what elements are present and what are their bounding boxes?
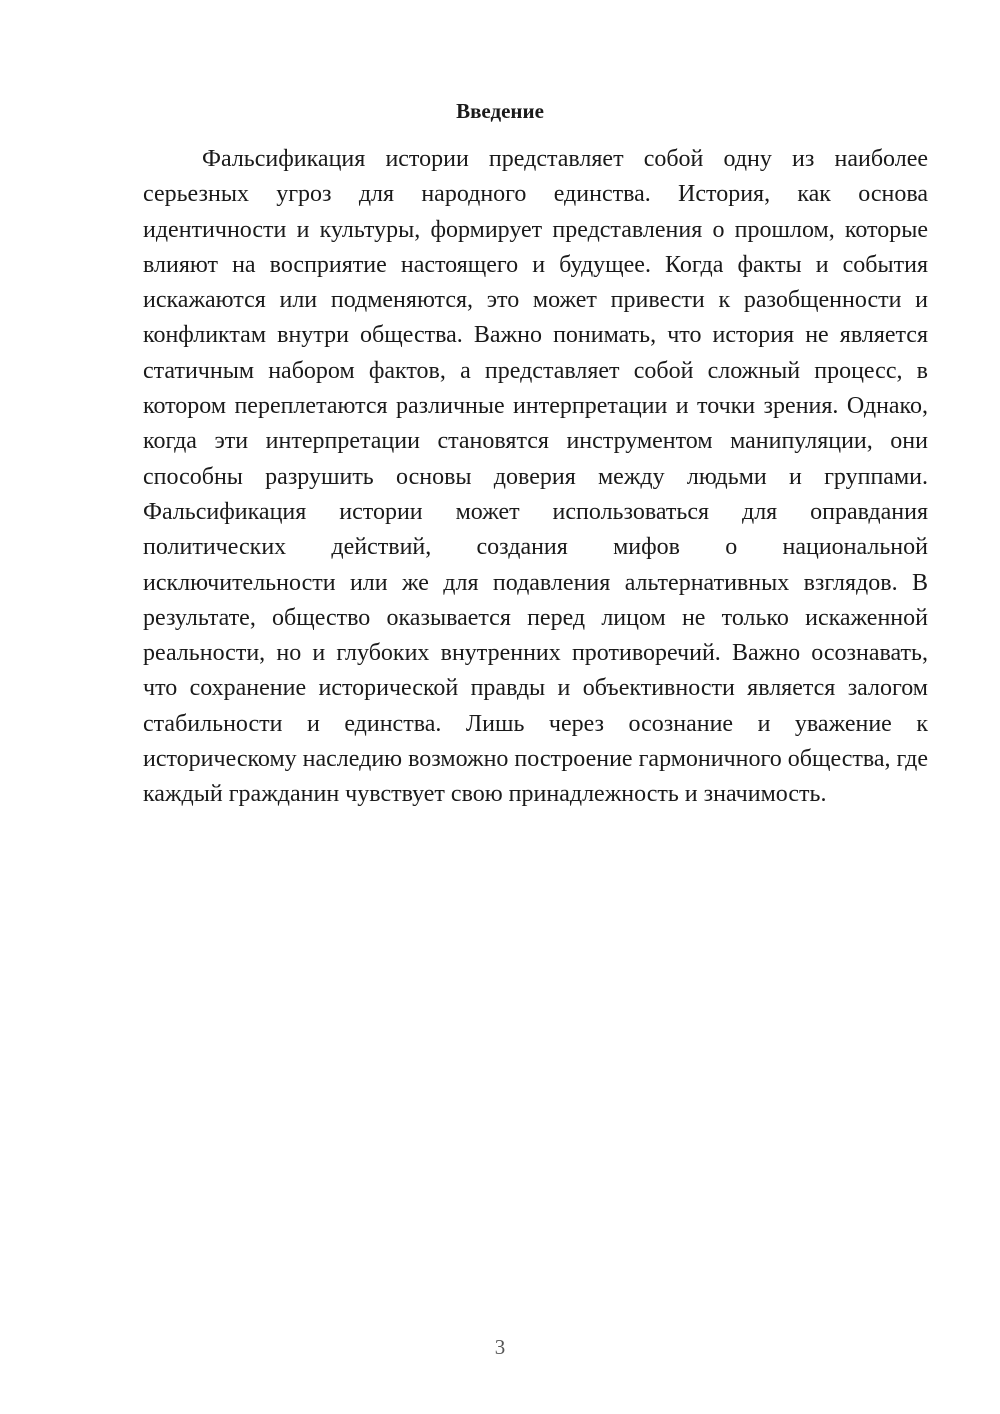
body-paragraph: Фальсификация истории представляет собой одну из наиболее серьезных угроз для народного единства. История, как основа идентичности и культуры, формирует представления о прошлом, которые влияют на восприятие настоящего и будущее. Когда факты и события искажаются или подменяются, это может привести к разобщенности и конфликтам внутри общества. Важно понимать, что история не является статичным набором фактов, а представляет собой сложный процесс, в котором переплетаются различные интерпретации и точки зрения. Однако, когда эти интерпретации становятся инструментом манипуляции, они способны разрушить основы доверия между людьми и группами. Фальсификация истории может использоваться для оправдания политических действий, создания мифов о национальной исключительности или же для подавления альтернативных взглядов. В результате, общество оказывается перед лицом не только искаженной реальности, но и глубоких внутренних противоречий. Важно осознавать, что сохранение исторической правды и объективности является залогом стабильности и единства. Лишь через осознание и уважение к историческому наследию возможно построение гармоничного общества, где каждый гражданин чувствует свою принадлежность и значимость. — [143, 146, 929, 808]
section-heading: Введение — [456, 99, 544, 123]
page-number: 3 — [494, 1335, 506, 1359]
